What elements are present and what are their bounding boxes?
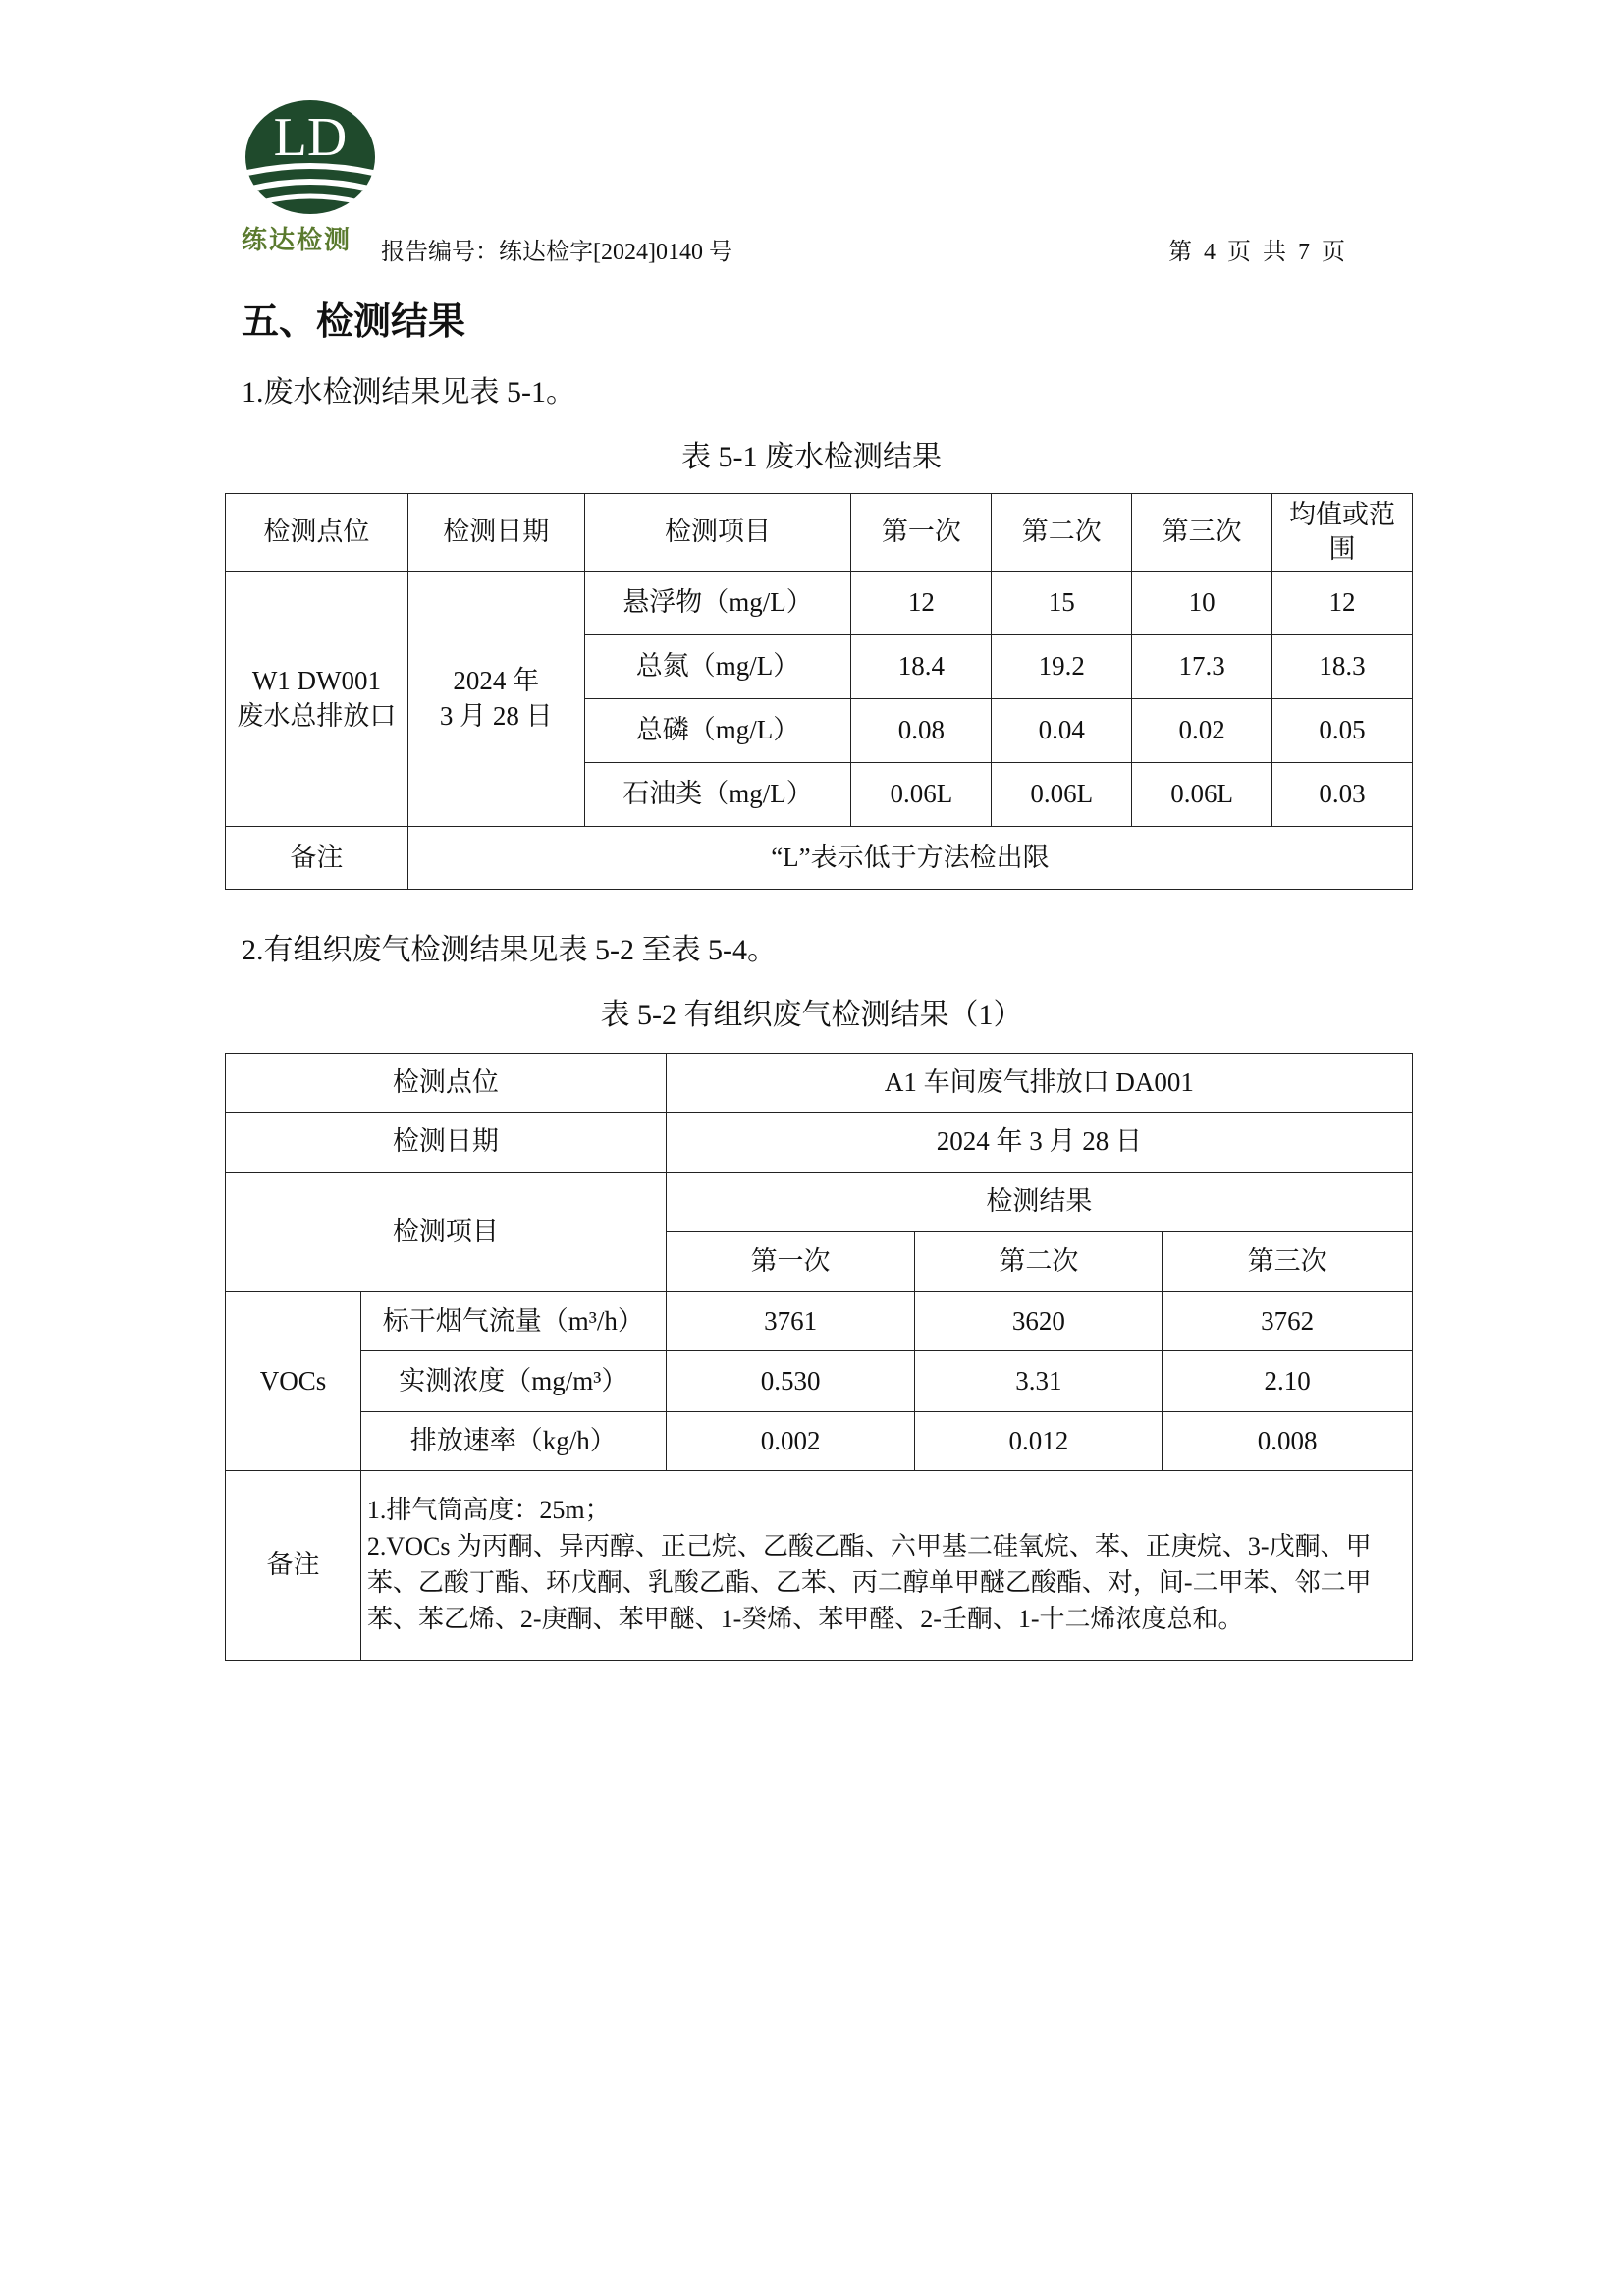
paragraph-2: 2.有组织废气检测结果见表 5-2 至表 5-4。 xyxy=(242,934,777,966)
note-row xyxy=(226,827,1413,890)
value-cell: 0.06L xyxy=(992,763,1132,827)
value-cell: 2.10 xyxy=(1163,1351,1413,1412)
table2-caption: 表 5-2 有组织废气检测结果（1） xyxy=(600,999,1023,1031)
value-cell: 3.31 xyxy=(915,1351,1163,1412)
date-label: 检测日期 xyxy=(226,1113,667,1173)
table1-caption: 表 5-1 废水检测结果 xyxy=(681,441,942,473)
value-cell: 19.2 xyxy=(992,635,1132,699)
item-cell: 悬浮物（mg/L） xyxy=(584,572,851,635)
location-cell: W1 DW001 废水总排放口 xyxy=(226,572,408,827)
value-cell: 0.012 xyxy=(915,1412,1163,1471)
value-cell: 0.008 xyxy=(1163,1412,1413,1471)
logo-caption: 练达检测 xyxy=(242,226,352,255)
company-logo xyxy=(242,98,379,220)
value-cell: 0.530 xyxy=(666,1351,915,1412)
note-text: “L”表示低于方法检出限 xyxy=(407,827,1412,890)
header-cell: 均值或范围 xyxy=(1272,494,1413,572)
value-cell: 10 xyxy=(1132,572,1272,635)
header-cell: 检测点位 xyxy=(226,494,408,572)
svg-text:LD: LD xyxy=(273,107,348,168)
value-cell: 3762 xyxy=(1163,1292,1413,1351)
header-cell: 第一次 xyxy=(851,494,992,572)
table-row xyxy=(226,1054,1413,1113)
item-cell: 总氮（mg/L） xyxy=(584,635,851,699)
value-cell: 0.06L xyxy=(1132,763,1272,827)
avg-cell: 12 xyxy=(1272,572,1413,635)
table-row xyxy=(226,572,1413,635)
item-cell: 石油类（mg/L） xyxy=(584,763,851,827)
page-indicator: 第 4 页 共 7 页 xyxy=(1168,240,1345,265)
note-row xyxy=(226,1471,1413,1661)
note-line: 1.排气筒高度：25m； xyxy=(366,1496,611,1525)
result-label: 检测结果 xyxy=(666,1173,1412,1232)
table-header-row xyxy=(226,494,1413,572)
table-row xyxy=(226,1113,1413,1173)
table-row xyxy=(226,1412,1413,1471)
date-cell: 2024 年 3 月 28 日 xyxy=(407,572,584,827)
table-row xyxy=(226,1292,1413,1351)
value-cell: 0.04 xyxy=(992,699,1132,763)
report-number: 报告编号：练达检字[2024]0140 号 xyxy=(381,240,732,265)
header-cell: 第三次 xyxy=(1132,494,1272,572)
avg-cell: 0.03 xyxy=(1272,763,1413,827)
note-text xyxy=(360,1471,1412,1661)
note-label: 备注 xyxy=(226,827,408,890)
header-cell: 检测日期 xyxy=(407,494,584,572)
table-row xyxy=(226,1351,1413,1412)
value-cell: 15 xyxy=(992,572,1132,635)
avg-cell: 18.3 xyxy=(1272,635,1413,699)
value-cell: 3620 xyxy=(915,1292,1163,1351)
note-label: 备注 xyxy=(226,1471,361,1661)
exhaust-gas-results-table xyxy=(225,1053,1413,1661)
location-value: A1 车间废气排放口 DA001 xyxy=(666,1054,1412,1113)
group-cell: VOCs xyxy=(226,1292,361,1471)
header-cell: 第二次 xyxy=(992,494,1132,572)
location-label: 检测点位 xyxy=(226,1054,667,1113)
run-header: 第三次 xyxy=(1163,1232,1413,1292)
date-value: 2024 年 3 月 28 日 xyxy=(666,1113,1412,1173)
value-cell: 3761 xyxy=(666,1292,915,1351)
value-cell: 0.002 xyxy=(666,1412,915,1471)
run-header: 第二次 xyxy=(915,1232,1163,1292)
item-cell: 排放速率（kg/h） xyxy=(360,1412,666,1471)
value-cell: 0.08 xyxy=(851,699,992,763)
item-cell: 实测浓度（mg/m³） xyxy=(360,1351,666,1412)
section-title: 五、检测结果 xyxy=(242,300,466,343)
table-row xyxy=(226,1173,1413,1232)
value-cell: 12 xyxy=(851,572,992,635)
item-cell: 总磷（mg/L） xyxy=(584,699,851,763)
note-line: 2.VOCs 为丙酮、异丙醇、正己烷、乙酸乙酯、六甲基二硅氧烷、苯、正庚烷、3-戊酮、甲苯、乙酸丁酯、环戊酮、乳酸乙酯、乙苯、丙二醇单甲醚乙酸酯、对，间-二甲苯、邻二甲苯、苯乙烯、2-庚酮、苯甲醚、1-癸烯、苯甲醛、2-壬酮、1-十二烯浓度总和。 xyxy=(366,1532,1372,1633)
run-header: 第一次 xyxy=(666,1232,915,1292)
avg-cell: 0.05 xyxy=(1272,699,1413,763)
header-cell: 检测项目 xyxy=(584,494,851,572)
value-cell: 0.02 xyxy=(1132,699,1272,763)
item-label: 检测项目 xyxy=(226,1173,667,1292)
value-cell: 18.4 xyxy=(851,635,992,699)
wastewater-results-table xyxy=(225,493,1413,890)
paragraph-1: 1.废水检测结果见表 5-1。 xyxy=(242,376,575,409)
item-cell: 标干烟气流量（m³/h） xyxy=(360,1292,666,1351)
value-cell: 0.06L xyxy=(851,763,992,827)
value-cell: 17.3 xyxy=(1132,635,1272,699)
